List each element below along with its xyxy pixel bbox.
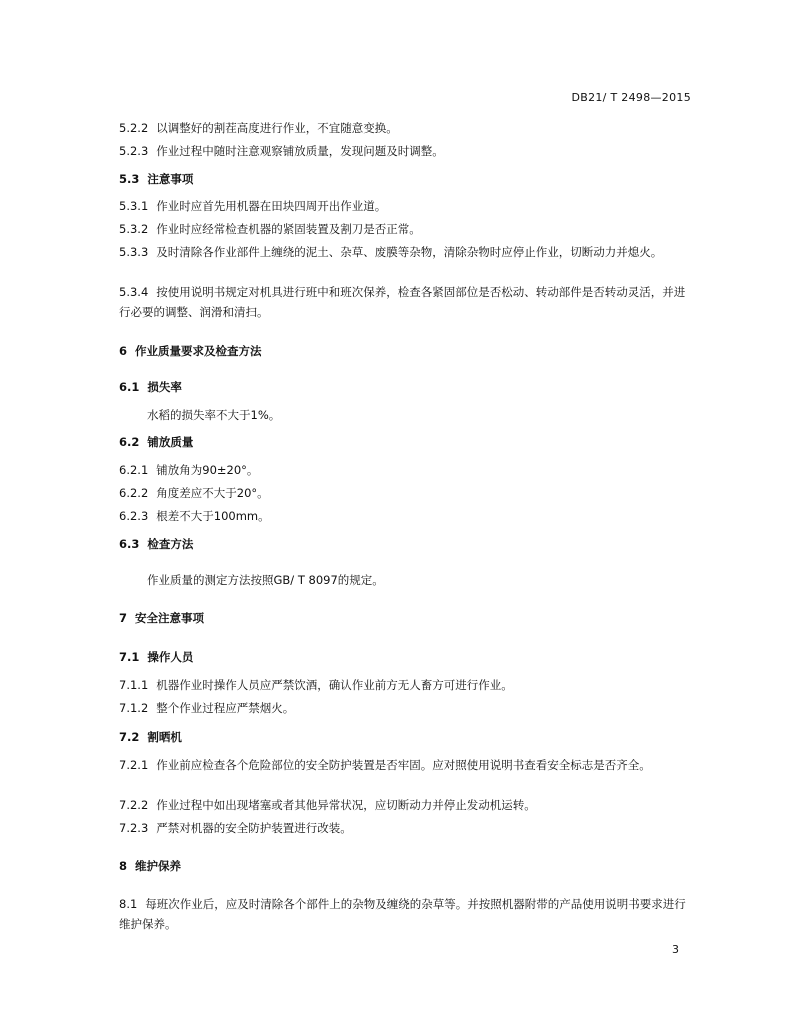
clause-number: 7 (119, 611, 128, 625)
clause-text: 严禁对机器的安全防护装置进行改装。 (156, 821, 352, 835)
clause-number: 5.3.2 (119, 222, 149, 236)
section-heading-6-2 (119, 432, 695, 452)
chapter-heading-6 (119, 341, 695, 361)
clause-text: 机器作业时操作人员应严禁饮酒，确认作业前方无人畜方可进行作业。 (156, 678, 513, 692)
section-heading-7-1 (119, 647, 695, 667)
heading-text: 操作人员 (147, 650, 194, 664)
clause-5-3-2 (119, 219, 695, 239)
clause-number: 8 (119, 859, 128, 873)
heading-text: 铺放质量 (147, 435, 194, 449)
section-heading-5-3 (119, 169, 695, 189)
heading-text: 损失率 (147, 380, 182, 394)
clause-number: 6.2.3 (119, 509, 149, 523)
clause-text: 每班次作业后，应及时清除各个部件上的杂物及缠绕的杂草等。并按照机器附带的产品使用说明书要求进行维护保养。 (119, 897, 686, 931)
clause-number: 7.2 (119, 730, 140, 744)
clause-5-2-2 (119, 118, 695, 138)
heading-text: 检查方法 (147, 537, 194, 551)
heading-text: 割晒机 (147, 730, 182, 744)
clause-text: 铺放角为90±20°。 (156, 463, 259, 477)
clause-6-2-1 (119, 460, 695, 480)
clause-number: 5.3.3 (119, 245, 149, 259)
chapter-heading-7 (119, 608, 695, 628)
clause-8-1 (119, 894, 695, 934)
clause-number: 8.1 (119, 897, 138, 911)
clause-number: 7.2.2 (119, 798, 149, 812)
clause-text: 作业时应经常检查机器的紧固装置及割刀是否正常。 (156, 222, 421, 236)
clause-number: 7.1.1 (119, 678, 149, 692)
clause-5-3-4 (119, 282, 695, 322)
section-heading-6-1 (119, 377, 695, 397)
section-heading-7-2 (119, 727, 695, 747)
clause-number: 7.2.3 (119, 821, 149, 835)
clause-6-2-3 (119, 506, 695, 526)
clause-number: 6.2 (119, 435, 140, 449)
clause-7-2-1 (119, 755, 695, 775)
clause-number: 5.2.3 (119, 144, 149, 158)
paragraph-inspection-method: 作业质量的测定方法按照GB/ T 8097的规定。 (147, 573, 384, 587)
clause-text: 作业前应检查各个危险部位的安全防护装置是否牢固。应对照使用说明书查看安全标志是否齐全。 (156, 758, 651, 772)
clause-number: 5.3 (119, 172, 140, 186)
clause-text: 按使用说明书规定对机具进行班中和班次保养，检查各紧固部位是否松动、转动部件是否转动灵活，并进行必要的调整、润滑和清扫。 (119, 285, 686, 319)
clause-number: 5.3.4 (119, 285, 149, 299)
clause-6-2-2 (119, 483, 695, 503)
heading-text: 维护保养 (135, 859, 182, 873)
clause-number: 6.2.1 (119, 463, 149, 477)
clause-7-2-2 (119, 795, 695, 815)
clause-number: 5.2.2 (119, 121, 149, 135)
section-heading-6-3 (119, 534, 695, 554)
clause-number: 6.1 (119, 380, 140, 394)
clause-text: 整个作业过程应严禁烟火。 (156, 701, 295, 715)
chapter-heading-8 (119, 856, 695, 876)
clause-number: 5.3.1 (119, 199, 149, 213)
clause-number: 7.1 (119, 650, 140, 664)
clause-7-1-1 (119, 675, 695, 695)
page-number: 3 (672, 943, 679, 956)
clause-7-1-2 (119, 698, 695, 718)
heading-text: 注意事项 (147, 172, 194, 186)
clause-text: 角度差应不大于20°。 (156, 486, 269, 500)
clause-number: 6.3 (119, 537, 140, 551)
clause-number: 6.2.2 (119, 486, 149, 500)
clause-text: 作业过程中如出现堵塞或者其他异常状况，应切断动力并停止发动机运转。 (156, 798, 536, 812)
clause-5-3-1 (119, 196, 695, 216)
heading-text: 安全注意事项 (135, 611, 205, 625)
clause-text: 及时清除各作业部件上缠绕的泥土、杂草、废膜等杂物，清除杂物时应停止作业，切断动力并熄火。 (156, 245, 663, 259)
clause-text: 以调整好的割茬高度进行作业，不宜随意变换。 (156, 121, 398, 135)
clause-number: 7.2.1 (119, 758, 149, 772)
clause-5-3-3 (119, 242, 695, 262)
clause-7-2-3 (119, 818, 695, 838)
paragraph-loss-rate: 水稻的损失率不大于1%。 (147, 408, 281, 422)
clause-number: 7.1.2 (119, 701, 149, 715)
clause-text: 根差不大于100mm。 (156, 509, 270, 523)
heading-text: 作业质量要求及检查方法 (135, 344, 262, 358)
clause-5-2-3 (119, 141, 695, 161)
clause-number: 6 (119, 344, 128, 358)
clause-text: 作业过程中随时注意观察铺放质量，发现问题及时调整。 (156, 144, 444, 158)
clause-text: 作业时应首先用机器在田块四周开出作业道。 (156, 199, 387, 213)
standard-code: DB21/ T 2498—2015 (571, 91, 691, 104)
